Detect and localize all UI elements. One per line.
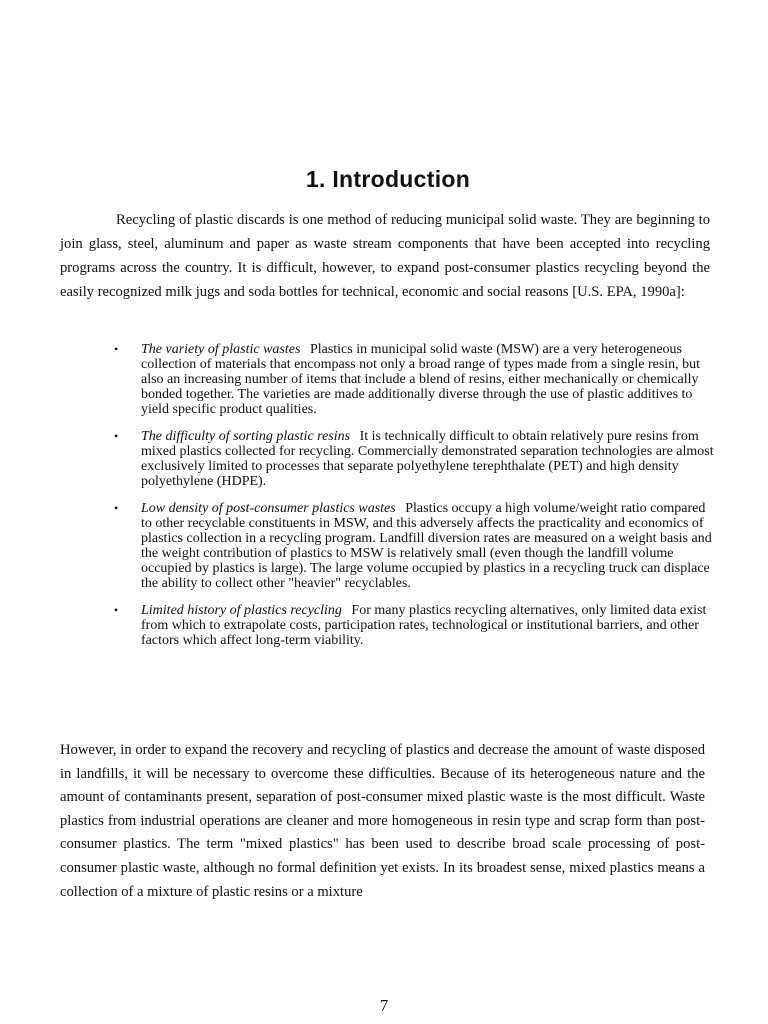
page-title: 1. Introduction [305, 166, 471, 192]
bullet-title: The variety of plastic wastes [141, 342, 301, 357]
bullet-text: For many plastics recycling alternatives, only limited data exist from which to extrapolate costs, participation rates, technological or institutional barriers, and other factors which affect long-term viability. [141, 603, 707, 648]
bullet-marker: • [114, 429, 119, 443]
bullet-text: Plastics occupy a high volume/weight ratio compared to other recyclable constituents in MSW, and this adversely affects the practicality and economics of plastics collection in a recycling program. Landfill diversion rates are measured on a weight basis and the weight contribution of plastics to MSW is relatively small (even though the landfill volume occupied by plastics is large). The large volume occupied by plastics in a recycling truck can displace the ability to collect other "heavier" recyclables. [141, 501, 712, 591]
bullet-marker: • [114, 501, 119, 515]
bullet-list [114, 342, 714, 660]
bullet-item-history [114, 603, 714, 648]
bullet-title: Limited history of plastics recycling [141, 603, 342, 618]
bullet-title: Low density of post-consumer plastics wastes [141, 501, 396, 516]
closing-paragraph: However, in order to expand the recovery and recycling of plastics and decrease the amount of waste disposed in landfills, it will be necessary to overcome these difficulties. Because of its heterogeneous nature and the amount of contaminants present, separation of post-consumer mixed plastic waste is the most difficult. Waste plastics from industrial operations are cleaner and more homogeneous in resin type and scrap form than post-consumer plastics. The term "mixed plastics" has been used to describe broad scale processing of post-consumer plastic waste, although no formal definition yet exists. In its broadest sense, mixed plastics means a collection of a mixture of plastic resins or a mixture [60, 742, 705, 900]
bullet-marker: • [114, 603, 119, 617]
bullet-marker: • [114, 342, 119, 356]
bullet-item-density [114, 501, 714, 591]
bullet-item-sorting [114, 429, 714, 489]
bullet-text: It is technically difficult to obtain relatively pure resins from mixed plastics collected for recycling. Commercially demonstrated separation technologies are almost exclusively limited to processes that separate polyethylene terephthalate (PET) and high density polyethylene (HDPE). [141, 429, 714, 489]
intro-paragraph: Recycling of plastic discards is one method of reducing municipal solid waste. They are beginning to join glass, steel, aluminum and paper as waste stream components that have been accepted into recycling programs across the country. It is difficult, however, to expand post-consumer plastics recycling beyond the easily recognized milk jugs and soda bottles for technical, economic and social reasons [U.S. EPA, 1990a]: [60, 212, 710, 300]
bullet-item-variety [114, 342, 714, 417]
bullet-title: The difficulty of sorting plastic resins [141, 429, 351, 444]
page-number: 7 [379, 996, 389, 1015]
bullet-text: Plastics in municipal solid waste (MSW) are a very heterogeneous collection of materials that encompass not only a broad range of types made from a single resin, but also an increasing number of items that include a blend of resins, either mechanically or chemically bonded together. The varieties are made additionally diverse through the use of plastic additives to yield specific product qualities. [141, 342, 701, 417]
